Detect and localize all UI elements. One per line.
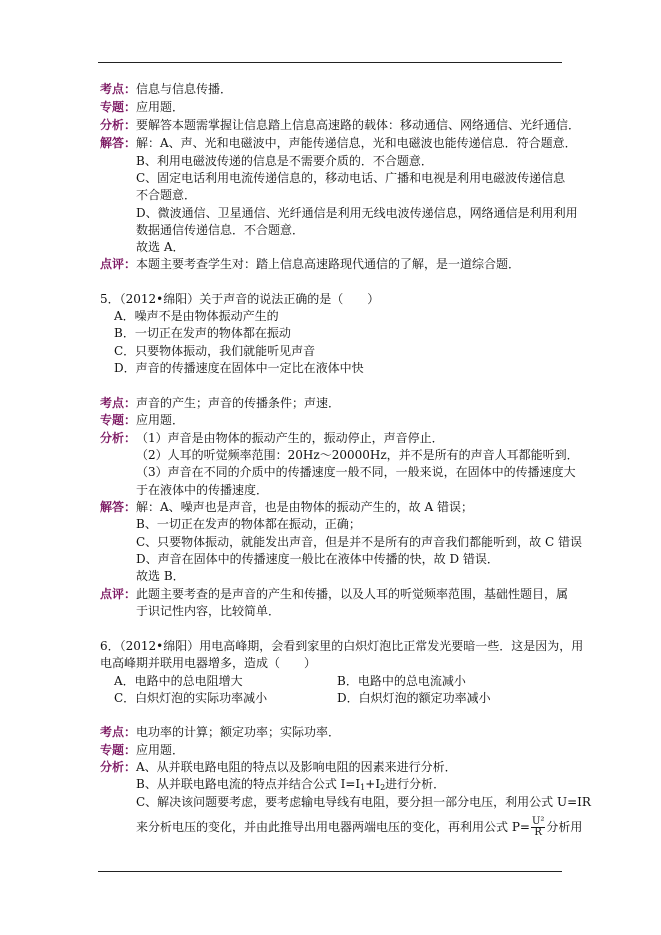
q6-fenxi-c: C、解决该问题要考虑，要考虑输电导线有电阻，要分担一部分电压，利用公式 U=IR	[136, 795, 591, 809]
q6-fenxi-b-post: 进行分析．	[385, 777, 446, 791]
q4-jieda-line: 不合题意．	[136, 188, 197, 202]
q4-jieda-line: C、固定电话利用电流传递信息的，移动电话、广播和电视是利用电磁波传递信息	[136, 171, 566, 185]
q4-zhuanti: 应用题．	[136, 100, 185, 114]
q5-jieda-line: 故选 B．	[136, 569, 185, 583]
q5-jieda-line: D、声音在固体中的传播速度一般比在液体中传播的快，故 D 错误．	[136, 552, 499, 566]
q5-zhuanti: 应用题．	[136, 413, 185, 427]
q5-dianping-line: 此题主要考查的是声音的产生和传播，以及人耳的听觉频率范围，基础性题目，属	[136, 587, 569, 601]
q6-fenxi-b-mid: +I	[365, 777, 381, 791]
header-rule	[98, 62, 562, 63]
q5-fenxi-line: （1）声音是由物体的振动产生的，振动停止，声音停止．	[136, 431, 444, 445]
q5-option-b: B．一切正在发声的物体都在振动	[114, 326, 291, 340]
q6-stem-line: 电高峰期并联用电器增多，造成（ ）	[100, 656, 317, 670]
q6-kaodian: 电功率的计算；额定功率；实际功率．	[136, 725, 341, 739]
q4-jieda-line: 数据通信传递信息．不合题意．	[136, 223, 305, 237]
q5-fenxi-line: （3）声音在不同的介质中的传播速度一般不同，一般来说，在固体中的传播速度大	[136, 465, 576, 479]
q5-option-d: D．声音的传播速度在固体中一定比在液体中快	[114, 361, 364, 375]
q4-jieda-line: 解：A、声、光和电磁波中，声能传递信息，光和电磁波也能传递信息．符合题意．	[136, 136, 577, 150]
label-zhuanti: 专题：	[100, 100, 137, 114]
q6-fenxi-d-post: 分析用	[546, 820, 583, 834]
footer-rule	[98, 871, 562, 872]
q4-jieda-line: D、微波通信、卫星通信、光纤通信是利用无线电波传递信息，网络通信是利用利用	[136, 206, 578, 220]
q5-dianping-line: 于识记性内容，比较简单．	[136, 604, 281, 618]
q6-option-c: C．白炽灯泡的实际功率减小	[114, 691, 268, 705]
q6-fenxi-b	[136, 776, 445, 796]
fraction-denominator: R	[534, 827, 542, 838]
q4-jieda-line: B、利用电磁波传递的信息是不需要介质的．不合题意．	[136, 154, 433, 168]
q6-zhuanti: 应用题．	[136, 743, 185, 757]
fraction-numerator: U²	[531, 816, 545, 827]
q4-kaodian: 信息与信息传播．	[136, 82, 233, 96]
q6-option-b: B．电路中的总电流减小	[337, 674, 466, 688]
power-formula-fraction	[531, 817, 545, 838]
q6-fenxi-d-pre: 来分析电压的变化，并由此推导出用电器两端电压的变化，再利用公式 P=	[136, 820, 530, 834]
q5-kaodian: 声音的产生；声音的传播条件；声速．	[136, 396, 341, 410]
label-zhuanti: 专题：	[100, 413, 137, 427]
label-fenxi: 分析：	[100, 760, 137, 774]
label-dianping: 点评：	[100, 257, 137, 271]
q6-stem-line: 6．（2012•绵阳）用电高峰期，会看到家里的白炽灯泡比正常发光要暗一些．这是因为，用	[100, 639, 584, 653]
q4-dianping: 本题主要考查学生对：踏上信息高速路现代通信的了解，是一道综合题．	[136, 257, 521, 271]
label-kaodian: 考点：	[100, 396, 137, 410]
subscript: 2	[380, 783, 386, 792]
q5-option-c: C．只要物体振动，我们就能听见声音	[114, 344, 316, 358]
q5-jieda-line: C、只要物体振动，就能发出声音，但是并不是所有的声音我们都能听到，故 C 错误	[136, 535, 582, 549]
q4-jieda-line: 故选 A．	[136, 240, 185, 254]
label-zhuanti: 专题：	[100, 743, 137, 757]
q6-option-d: D．白炽灯泡的额定功率减小	[337, 691, 491, 705]
q5-option-a: A．噪声不是由物体振动产生的	[114, 309, 279, 323]
label-dianping: 点评：	[100, 587, 137, 601]
subscript: 1	[360, 783, 366, 792]
q5-stem: 5．（2012•绵阳）关于声音的说法正确的是（ ）	[100, 292, 380, 306]
q6-option-a: A．电路中的总电阻增大	[114, 674, 243, 688]
label-fenxi: 分析：	[100, 118, 137, 132]
label-jieda: 解答：	[100, 500, 137, 514]
q5-fenxi-line: 于在液体中的传播速度．	[136, 483, 269, 497]
q5-jieda-line: B、一切正在发声的物体都在振动，正确；	[136, 517, 361, 531]
q6-fenxi-d	[136, 813, 582, 841]
q6-fenxi-a: A、从并联电路电阻的特点以及影响电阻的因素来进行分析．	[136, 760, 457, 774]
q5-jieda-line: 解：A、噪声也是声音，也是由物体的振动产生的，故 A 错误；	[136, 500, 473, 514]
label-fenxi: 分析：	[100, 431, 137, 445]
q6-fenxi-b-pre: B、从并联电路电流的特点并结合公式 I=I	[136, 777, 361, 791]
q4-fenxi: 要解答本题需掌握让信息踏上信息高速路的载体：移动通信、网络通信、光纤通信．	[136, 118, 581, 132]
label-kaodian: 考点：	[100, 82, 137, 96]
label-jieda: 解答：	[100, 136, 137, 150]
label-kaodian: 考点：	[100, 725, 137, 739]
q5-fenxi-line: （2）人耳的听觉频率范围：20Hz～20000Hz，并不是所有的声音人耳都能听到．	[136, 448, 579, 462]
